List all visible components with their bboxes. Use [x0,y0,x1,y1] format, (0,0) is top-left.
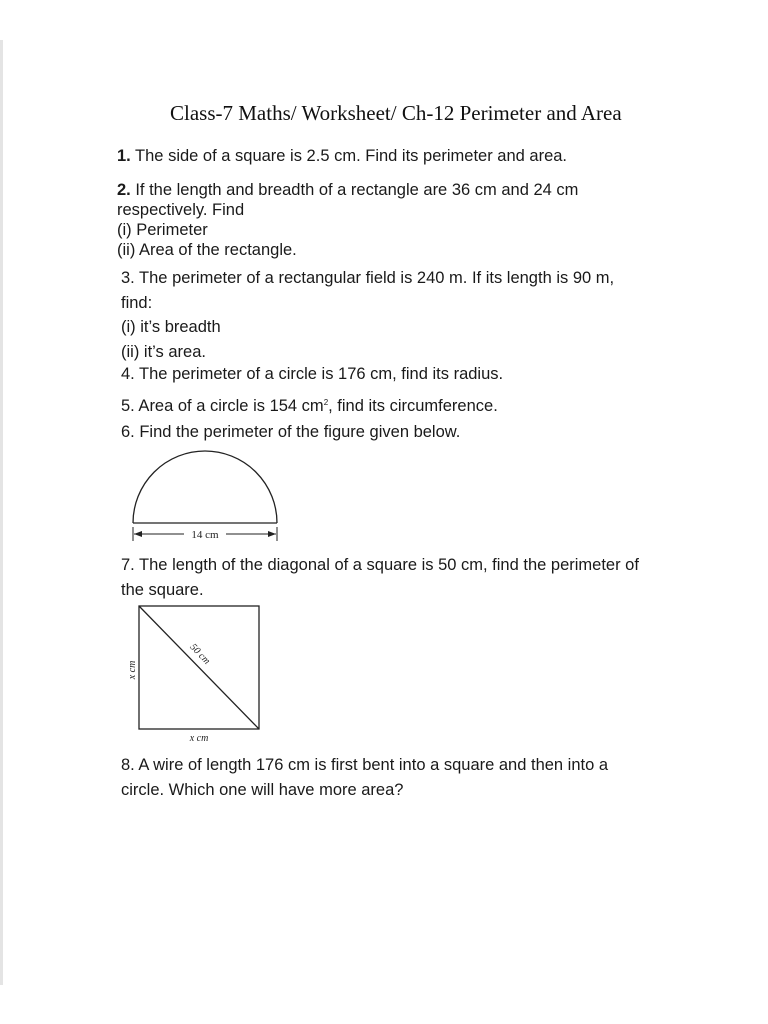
square-diagonal [139,606,259,729]
question-2-line-4: (ii) Area of the rectangle. [117,241,297,259]
question-2-line-3: (i) Perimeter [117,221,208,239]
question-5: 5. Area of a circle is 154 $cm^2$, find its circumference. [121,397,498,415]
question-8-line-2: circle. Which one will have more area? [121,781,404,799]
question-3-line-2: find: [121,293,153,312]
semicircle-figure [118,445,293,545]
question-6: 6. Find the perimeter of the figure given below. [121,423,461,441]
question-2-line-2: respectively. Find [117,201,245,219]
question-1 [117,146,567,166]
arrow-left-icon [134,531,142,537]
side-label: x cm [127,660,138,680]
semicircle-dimension-label: 14 cm [191,529,219,541]
question-1-text: The side of a square is 2.5 cm. Find its perimeter and area. [130,147,568,165]
question-3-line-3: (i) it’s breadth [121,318,221,336]
question-2-number: 2. [117,181,131,199]
question-7-line-2: the square. [121,581,204,599]
page-left-edge [0,40,3,985]
question-4: 4. The perimeter of a circle is 176 cm, find its radius. [121,365,504,383]
question-8 [121,753,608,803]
worksheet-title: Class-7 Maths/ Worksheet/ Ch-12 Perimeter and Area [170,101,622,125]
question-3-line-4: (ii) it’s area. [121,342,206,361]
question-2 [117,180,578,260]
superscript-2: 2 [323,398,329,407]
question-1-number: 1. [117,147,131,165]
question-7 [121,553,639,603]
question-7-line-1: 7. The length of the diagonal of a square is 50 cm, find the perimeter of [121,556,639,574]
question-3 [121,266,614,364]
question-2-line-1: 2. If the length and breadth of a rectangle are 36 cm and 24 cm [117,181,579,199]
diagonal-label: 50 cm [187,641,213,667]
square-diagonal-figure [118,598,268,746]
question-8-line-1: 8. A wire of length 176 cm is first bent into a square and then into a [121,756,609,774]
arrow-right-icon [268,531,276,537]
semicircle-arc [133,451,277,523]
question-3-line-1: 3. The perimeter of a rectangular field is 240 m. If its length is 90 m, [121,269,615,287]
bottom-label: x cm [189,733,209,744]
